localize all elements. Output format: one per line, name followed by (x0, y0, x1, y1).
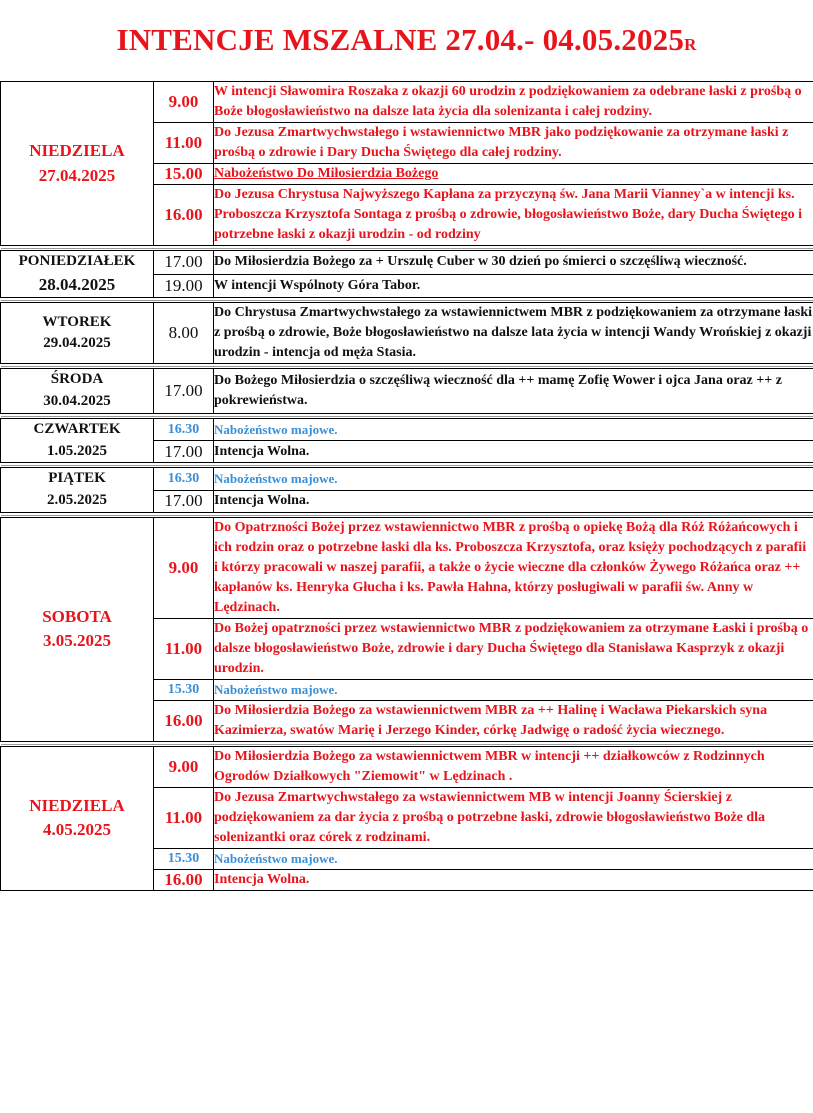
mass-time: 11.00 (154, 618, 214, 679)
intention-text: Do Bożego Miłosierdzia o szczęśliwą wieczność dla ++ mamę Zofię Wower i ojca Jana oraz ++ z pokrewieństwa. (214, 373, 782, 409)
day-name: WTOREK (42, 313, 112, 330)
mass-time: 17.00 (154, 251, 214, 275)
intention-text-cell (214, 303, 813, 364)
intention-text-cell (214, 517, 813, 618)
intention-text: Intencja Wolna. (214, 871, 310, 887)
intention-text-cell (214, 369, 813, 414)
intention-text: Intencja Wolna. (214, 493, 310, 509)
mass-time: 15.00 (154, 164, 214, 185)
day-name: SOBOTA (42, 606, 112, 626)
mass-time: 19.00 (154, 274, 214, 298)
mass-intentions-table (0, 81, 813, 891)
day-date: 29.04.2025 (43, 335, 111, 352)
intention-text-cell (214, 700, 813, 741)
intention-text: Do Jezusa Zmartwychwstałego za wstawiennictwem MB w intencji Joanny Ścierskiej z podziękowaniem za dar życia z prośbą o potrzebne łaski, zdrowie błogosławieństwo Boże dla solenizantki oraz córek z rodzinami. (214, 789, 766, 845)
intention-text: Do Jezusa Chrystusa Najwyższego Kapłana za przyczyną św. Jana Marii Vianney`a w intencji ks. Proboszcza Krzysztofa Sontaga z prośbą o zdrowie, błogosławieństwo Boże, dary Ducha Świętego i potrzebne łaski z okazji urodzin - od rodziny (214, 187, 802, 242)
intention-text: Nabożeństwo majowe. (214, 471, 338, 487)
intention-text-cell (214, 441, 813, 463)
intention-row (1, 303, 813, 364)
mass-time: 16.00 (154, 185, 214, 246)
mass-time: 11.00 (154, 123, 214, 164)
mass-time: 16.00 (154, 700, 214, 741)
intention-text-cell (214, 618, 813, 679)
day-cell (1, 418, 154, 463)
mass-time: 15.30 (154, 848, 214, 869)
intention-text-cell (214, 274, 813, 298)
day-name: NIEDZIELA (29, 140, 125, 160)
intention-text-cell (214, 490, 813, 512)
mass-time: 9.00 (154, 82, 214, 123)
intention-text-cell (214, 848, 813, 869)
intention-text-cell (214, 82, 813, 123)
mass-time: 16.30 (154, 468, 214, 490)
intention-text: Do Miłosierdzia Bożego za wstawiennictwem MBR za ++ Halinę i Wacława Piekarskich syna Kazimierza, swatów Marię i Jerzego Kinder, córkę Jadwigę o radość życia wiecznego. (214, 702, 768, 738)
intention-row (1, 746, 813, 787)
intention-row (1, 82, 813, 123)
day-date: 3.05.2025 (43, 631, 111, 651)
intention-text-cell (214, 251, 813, 275)
mass-time: 16.30 (154, 418, 214, 440)
intention-text: W intencji Wspólnoty Góra Tabor. (214, 278, 421, 294)
mass-time: 15.30 (154, 679, 214, 700)
intention-text: Do Jezusa Zmartwychwstałego i wstawiennictwo MBR jako podziękowanie za otrzymane łaski z prośbą o zdrowie i Dary Ducha Świętego dla całej rodziny. (214, 125, 789, 160)
day-date: 2.05.2025 (47, 492, 107, 509)
intention-text: Intencja Wolna. (214, 443, 310, 459)
mass-time: 17.00 (154, 490, 214, 512)
intention-text-cell (214, 679, 813, 700)
intention-text: Do Opatrzności Bożej przez wstawiennictwo MBR z prośbą o opiekę Bożą dla Róż Różańcowych i ich rodzin oraz o potrzebne łaski dla ks. Proboszcza Krzysztofa, oraz księży pochodzących z parafii i którzy pracowali w naszej parafii, a także o życie wieczne dla członków Żywego Różańca oraz ++ kapłanów ks. Henryka Głucha i ks. Pawła Hahna, którzy posługiwali w parafii św. Anny w Lędzinach. (214, 519, 807, 615)
day-cell (1, 82, 154, 246)
day-name: PIĄTEK (48, 470, 106, 487)
intention-text: W intencji Sławomira Roszaka z okazji 60 urodzin z podziękowaniem za odebrane łaski z prośbą o Boże błogosławieństwo na dalsze lata życia dla solenizanta i całej rodziny. (214, 84, 802, 119)
mass-time: 8.00 (154, 303, 214, 364)
intention-row (1, 468, 813, 490)
intention-text-cell (214, 787, 813, 848)
day-date: 30.04.2025 (43, 393, 111, 410)
intention-text: Do Miłosierdzia Bożego za + Urszulę Cuber w 30 dzień po śmierci o szczęśliwą wieczność. (214, 254, 747, 270)
mass-time: 17.00 (154, 441, 214, 463)
intention-text-cell (214, 185, 813, 246)
mass-time: 17.00 (154, 369, 214, 414)
intention-text-cell (214, 746, 813, 787)
day-name: NIEDZIELA (29, 795, 125, 815)
day-cell (1, 517, 154, 741)
title-suffix: R (684, 35, 697, 54)
day-name: CZWARTEK (33, 420, 121, 437)
mass-time: 9.00 (154, 746, 214, 787)
intention-row (1, 369, 813, 414)
day-name: ŚRODA (50, 371, 104, 388)
day-cell (1, 251, 154, 298)
intention-text: Nabożeństwo majowe. (214, 850, 338, 866)
day-date: 1.05.2025 (47, 442, 107, 459)
intention-text-cell (214, 468, 813, 490)
intention-row (1, 251, 813, 275)
intention-text-cell (214, 418, 813, 440)
intention-text: Nabożeństwo majowe. (214, 421, 338, 437)
mass-time: 11.00 (154, 787, 214, 848)
day-date: 27.04.2025 (38, 165, 116, 185)
day-name: PONIEDZIAŁEK (18, 253, 136, 269)
day-date: 4.05.2025 (43, 820, 111, 840)
day-cell (1, 468, 154, 513)
day-date: 28.04.2025 (38, 274, 116, 294)
intention-text: Do Chrystusa Zmartwychwstałego za wstawiennictwem MBR z podziękowaniem za otrzymane łaski z prośbą o zdrowie, Boże błogosławieństwo na dalsze lata życia w intencji Wandy Wrońskiej z okazji urodzin - intencja od męża Stasia. (214, 305, 813, 361)
day-cell (1, 369, 154, 414)
day-cell (1, 303, 154, 364)
mass-time: 16.00 (154, 869, 214, 890)
intention-text: Nabożeństwo Do Miłosierdzia Bożego (214, 166, 439, 181)
page-title (0, 22, 813, 58)
intention-text: Do Miłosierdzia Bożego za wstawiennictwem MBR w intencji ++ działkowców z Rodzinnych Ogrodów Działkowych "Ziemowit" w Lędzinach . (214, 748, 765, 784)
title-text: INTENCJE MSZALNE 27.04.- 04.05.2025 (116, 22, 685, 57)
intention-text: Do Bożej opatrzności przez wstawiennictwo MBR z podziękowaniem za otrzymane Łaski i prośbą o dalsze błogosławieństwo Boże, zdrowie i dary Ducha Świętego dla Stanisława Kasprzyk z okazji urodzin. (214, 620, 809, 676)
intention-text-cell (214, 123, 813, 164)
intention-text: Nabożeństwo majowe. (214, 681, 338, 697)
day-cell (1, 746, 154, 890)
intention-text-cell (214, 164, 813, 185)
intention-row (1, 517, 813, 618)
mass-time: 9.00 (154, 517, 214, 618)
intention-row (1, 418, 813, 440)
intention-text-cell (214, 869, 813, 890)
